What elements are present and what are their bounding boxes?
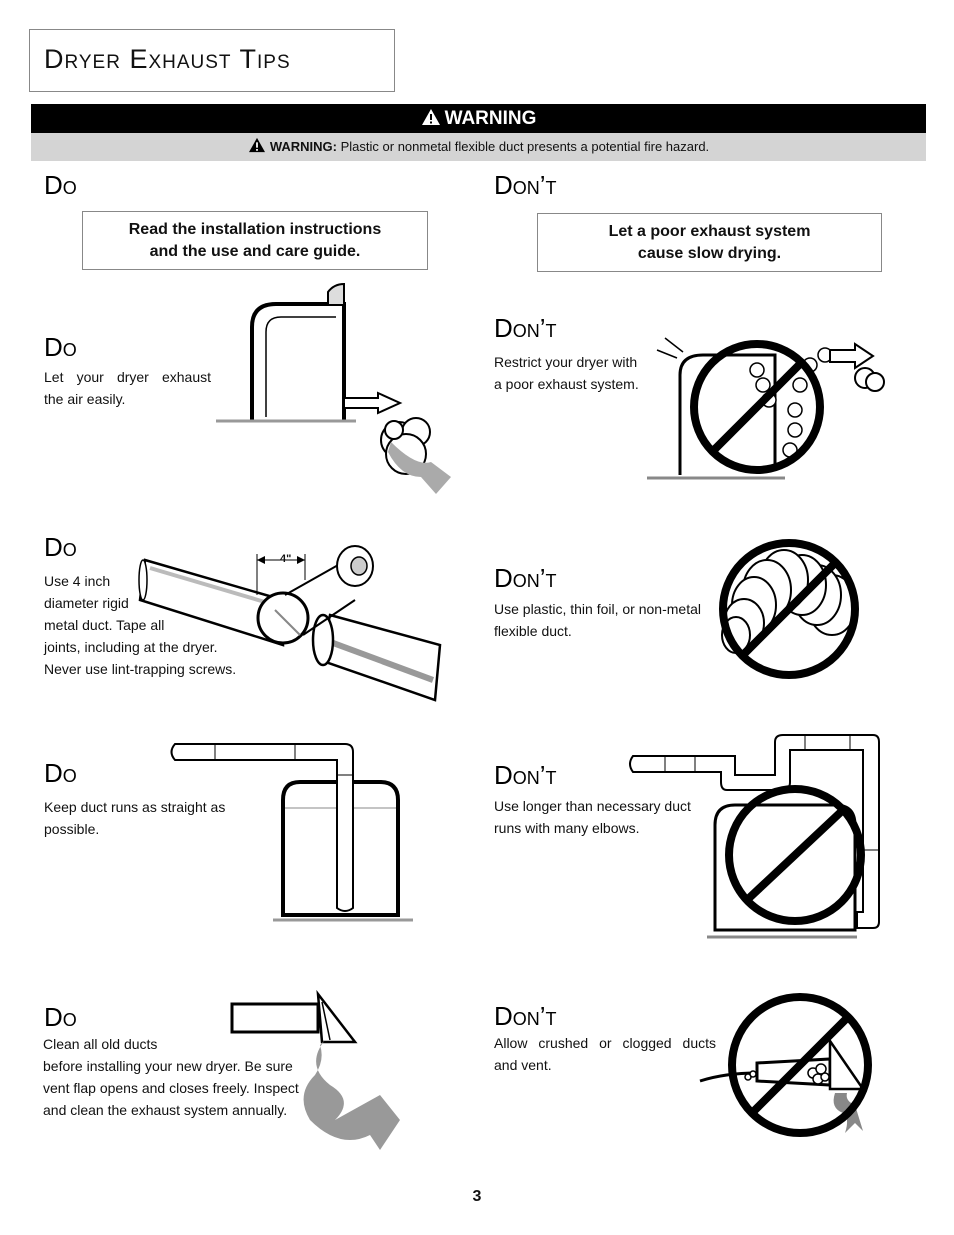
tip-line: joints, including at the dryer. bbox=[44, 639, 218, 655]
tip-line: Restrict your dryer with bbox=[494, 354, 638, 370]
warning-banner bbox=[31, 104, 926, 133]
warning-message-bar bbox=[31, 133, 926, 161]
tip-line: diameter rigid bbox=[44, 595, 129, 611]
tip-line: flexible duct. bbox=[494, 623, 572, 639]
straight-duct-run-illustration bbox=[165, 740, 415, 925]
do-tip-1-heading: Do bbox=[44, 332, 77, 362]
tip-line: Let your dryer exhaust bbox=[44, 369, 211, 385]
warning-message: Plastic or nonmetal flexible duct presents a potential fire hazard. bbox=[340, 139, 710, 154]
dont-tip-2-text bbox=[494, 598, 714, 642]
do-tip-3-heading: Do bbox=[44, 758, 77, 788]
tip-line: runs with many elbows. bbox=[494, 820, 640, 836]
tip-line: a poor exhaust system. bbox=[494, 376, 639, 392]
do-tip-4-heading: Do bbox=[44, 1002, 77, 1032]
rigid-duct-illustration bbox=[135, 540, 450, 710]
dont-tip-2-heading: Don’t bbox=[494, 563, 557, 593]
warning-triangle-icon bbox=[421, 108, 441, 126]
many-elbows-illustration bbox=[625, 730, 887, 945]
tip-line: Never use lint-trapping screws. bbox=[44, 661, 237, 677]
page-title: Dryer Exhaust Tips bbox=[44, 44, 291, 74]
dryer-exhaust-easily-illustration bbox=[216, 282, 466, 497]
dont-tip-4-heading: Don’t bbox=[494, 1001, 557, 1031]
tip-line: Clean all old ducts bbox=[43, 1036, 158, 1052]
vent-flap-illustration bbox=[230, 990, 430, 1155]
warning-banner-text: WARNING bbox=[444, 108, 537, 129]
page-number: 3 bbox=[472, 1188, 482, 1205]
tip-line: possible. bbox=[44, 821, 100, 837]
warning-triangle-icon bbox=[248, 137, 266, 153]
tip-line: Use 4 inch bbox=[44, 573, 111, 589]
do-callout-line: Read the installation instructions bbox=[128, 220, 382, 238]
dont-callout bbox=[537, 213, 882, 272]
do-heading: Do bbox=[44, 170, 77, 200]
do-tip-2-heading: Do bbox=[44, 532, 77, 562]
dont-tip-1-heading: Don’t bbox=[494, 313, 557, 343]
tip-line: Keep duct runs as straight as bbox=[44, 799, 226, 815]
tip-line: and clean the exhaust system annually. bbox=[43, 1102, 288, 1118]
dont-heading: Don’t bbox=[494, 170, 557, 200]
duct-diameter-label: 4" bbox=[280, 553, 292, 565]
tip-line: Use plastic, thin foil, or non-metal bbox=[494, 601, 701, 617]
tip-line: vent flap opens and closes freely. Inspect bbox=[43, 1080, 299, 1096]
tip-line: Allow crushed or clogged ducts bbox=[494, 1035, 716, 1051]
tip-line: and vent. bbox=[494, 1057, 552, 1073]
do-callout bbox=[82, 211, 428, 270]
flexible-duct-prohibited-illustration bbox=[712, 535, 867, 685]
tip-line: Use longer than necessary duct bbox=[494, 798, 691, 814]
do-tip-1-text-2 bbox=[44, 388, 224, 410]
dont-tip-1-text bbox=[494, 351, 654, 395]
dont-tip-3-heading: Don’t bbox=[494, 760, 557, 790]
dont-tip-4-text bbox=[494, 1032, 716, 1054]
tip-line: metal duct. Tape all bbox=[44, 617, 165, 633]
restricted-exhaust-illustration bbox=[645, 330, 895, 485]
warning-label: WARNING: bbox=[269, 139, 337, 154]
dont-callout-line: Let a poor exhaust system bbox=[608, 222, 811, 240]
clogged-duct-illustration bbox=[695, 993, 880, 1143]
do-callout-line: and the use and care guide. bbox=[149, 242, 361, 260]
do-tip-1-text bbox=[44, 366, 211, 388]
tip-line: the air easily. bbox=[44, 391, 126, 407]
dont-tip-4-text-2 bbox=[494, 1054, 716, 1076]
title-box bbox=[29, 29, 395, 92]
tip-line: before installing your new dryer. Be sure bbox=[43, 1058, 293, 1074]
dont-callout-line: cause slow drying. bbox=[637, 244, 782, 262]
